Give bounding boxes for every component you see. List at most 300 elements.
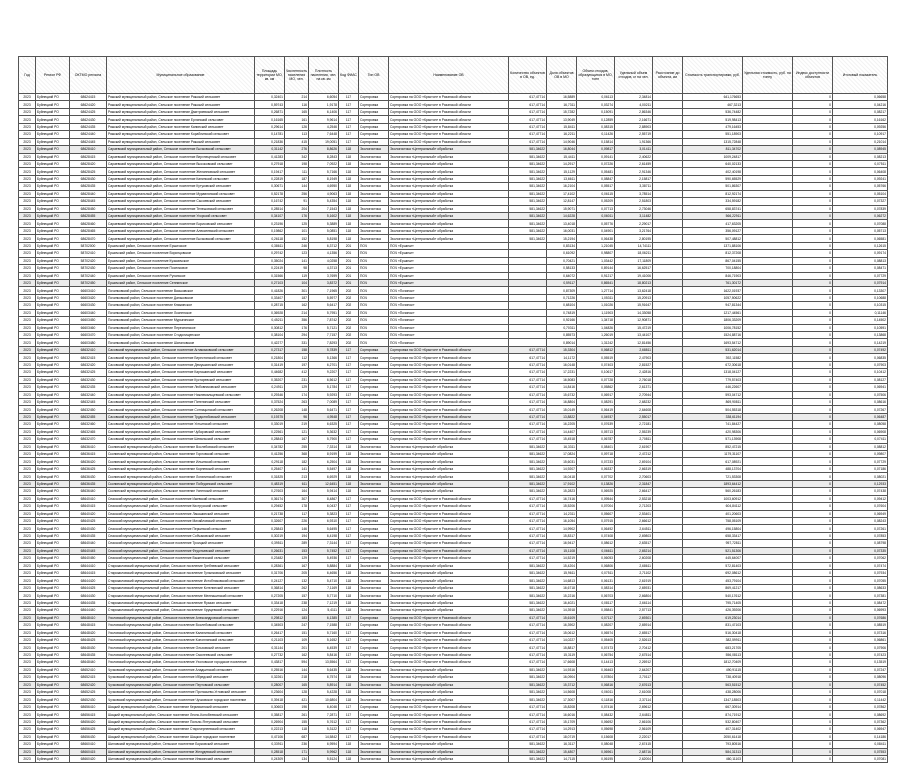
table-cell xyxy=(653,317,683,324)
table-cell xyxy=(743,160,793,167)
table-cell xyxy=(653,629,683,636)
table-cell: 338,61194 xyxy=(683,413,743,420)
table-cell: 162 xyxy=(285,302,309,309)
table-cell: ПОЧ xyxy=(359,265,389,272)
table-cell: Буйнецкий РО xyxy=(36,190,70,197)
table-cell: 68624440 xyxy=(70,131,107,138)
table-cell: 2,66804 xyxy=(615,592,653,599)
table-cell xyxy=(743,458,793,465)
table-row xyxy=(19,622,888,629)
table-cell: 0 xyxy=(793,428,833,435)
table-row xyxy=(19,436,888,443)
table-cell: 0,07403 xyxy=(577,361,615,368)
table-cell: 118 xyxy=(339,458,359,465)
table-row xyxy=(19,384,888,391)
table-cell xyxy=(743,213,793,220)
table-cell: 6,4046 xyxy=(309,703,339,710)
table-cell: 0,15091 xyxy=(577,108,615,115)
table-cell: 2023 xyxy=(19,681,36,688)
table-cell: Шиловский муниципальный район, Сельское поселение Борковский сельсовет xyxy=(107,741,255,748)
table-row xyxy=(19,443,888,450)
table-cell: 68628445 xyxy=(70,198,107,205)
table-cell: 581,34622 xyxy=(509,227,547,234)
table-cell xyxy=(653,421,683,428)
table-cell: 117 xyxy=(339,614,359,621)
table-cell: Буйнецкий РО xyxy=(36,376,70,383)
table-cell: 0,92166 xyxy=(547,317,577,324)
table-cell xyxy=(653,131,683,138)
table-cell: 0,23196 xyxy=(255,220,285,227)
table-cell xyxy=(509,250,547,257)
table-cell: 214 xyxy=(285,94,309,101)
table-cell: ПОЧ xyxy=(359,309,389,316)
table-cell: 0 xyxy=(793,205,833,212)
table-cell: 2,65517 xyxy=(615,629,653,636)
table-cell: Сортировка на ООО «Крастон» в Рязанской области xyxy=(389,391,509,398)
table-cell: 2,67613 xyxy=(615,681,653,688)
table-cell: 0,22916 xyxy=(255,607,285,614)
table-cell: 68632435 xyxy=(70,384,107,391)
table-cell: Буйнецкий РО xyxy=(36,406,70,413)
table-cell: 117 xyxy=(339,495,359,502)
table-cell: 116 xyxy=(285,101,309,108)
table-cell: 238 xyxy=(285,599,309,606)
table-cell: 2023 xyxy=(19,622,36,629)
column-header: Стоимость транспортировки, руб. xyxy=(683,57,743,94)
table-cell xyxy=(509,302,547,309)
table-cell: 0,33418 xyxy=(255,599,285,606)
table-cell: Сортировка xyxy=(359,361,389,368)
table-cell: 2,71203 xyxy=(615,503,653,510)
table-row xyxy=(19,391,888,398)
table-cell: 12,81456 xyxy=(615,339,653,346)
table-cell: 700,18804 xyxy=(683,265,743,272)
table-cell: 58702430 xyxy=(70,265,107,272)
table-cell: 0,23482 xyxy=(255,555,285,562)
table-cell: 7,2871 xyxy=(309,711,339,718)
table-cell: 460,11103 xyxy=(683,755,743,762)
table-cell: Сортировка xyxy=(359,703,389,710)
table-cell: 0,28361 xyxy=(255,562,285,569)
table-cell: 2,53218 xyxy=(615,495,653,502)
table-row xyxy=(19,577,888,584)
table-cell: 0,14413 xyxy=(577,659,615,666)
table-cell: 0,06941 xyxy=(833,384,888,391)
table-cell: 0 xyxy=(793,718,833,725)
table-row xyxy=(19,510,888,517)
table-cell: 0,08411 xyxy=(833,741,888,748)
table-cell: 0,10917 xyxy=(833,131,888,138)
table-cell: 117 xyxy=(339,391,359,398)
table-cell: 68644415 xyxy=(70,570,107,577)
table-cell: 187 xyxy=(285,175,309,182)
table-cell: Сортировка xyxy=(359,726,389,733)
table-cell: 5,1366 xyxy=(309,354,339,361)
table-cell: 0,06337 xyxy=(577,465,615,472)
table-cell: 0,08612 xyxy=(577,540,615,547)
table-cell: Экологистика «Центральный» обработка xyxy=(389,584,509,591)
table-cell: 2,31847 xyxy=(615,480,653,487)
table-cell: 117 xyxy=(339,413,359,420)
table-cell: 2,53401 xyxy=(615,510,653,517)
table-cell: 5,0851 xyxy=(309,227,339,234)
table-cell: 68632450 xyxy=(70,406,107,413)
table-cell: 9,2207 xyxy=(309,369,339,376)
table-cell: 167 xyxy=(285,436,309,443)
table-cell: 119 xyxy=(285,272,309,279)
table-cell: 0 xyxy=(793,703,833,710)
table-cell: 0,23604 xyxy=(255,689,285,696)
table-cell: 0,13826 xyxy=(577,480,615,487)
table-cell: 0,07839 xyxy=(833,205,888,212)
table-cell: 617,47714 xyxy=(509,108,547,115)
table-cell: 0 xyxy=(793,384,833,391)
table-cell: Буйнецкий РО xyxy=(36,94,70,101)
table-cell: 0,41283 xyxy=(255,153,285,160)
table-cell: 129 xyxy=(285,555,309,562)
table-row xyxy=(19,279,888,286)
table-cell: 91 xyxy=(285,198,309,205)
table-cell: 118 xyxy=(339,748,359,755)
table-cell: 0,07511 xyxy=(577,570,615,577)
table-cell: Сортировка на ООО «Крастон» в Рязанской области xyxy=(389,361,509,368)
table-cell: 176 xyxy=(285,213,309,220)
table-cell: 1812,70409 xyxy=(683,659,743,666)
table-cell: Буйнецкий РО xyxy=(36,473,70,480)
table-cell: 581,34622 xyxy=(509,696,547,703)
table-cell: 2,61371 xyxy=(615,384,653,391)
table-cell xyxy=(743,726,793,733)
table-cell: Сараевский муниципальный район, Сельское поселение Кутуковский сельсовет xyxy=(107,183,255,190)
table-cell: 68632425 xyxy=(70,369,107,376)
table-cell: 0 xyxy=(793,622,833,629)
table-cell: 6,9310 xyxy=(309,517,339,524)
table-cell: 16,4021 xyxy=(547,599,577,606)
table-cell: Экологистика xyxy=(359,696,389,703)
table-cell: 0,86541 xyxy=(577,279,615,286)
table-cell: 0,71226 xyxy=(547,294,577,301)
table-row xyxy=(19,116,888,123)
table-cell: Сортировка на ООО «Крастон» в Рязанской области xyxy=(389,101,509,108)
table-cell: 68624415 xyxy=(70,94,107,101)
table-cell: Сортировка на ООО «Крастон» в Рязанской области xyxy=(389,108,509,115)
table-row xyxy=(19,175,888,182)
table-cell: 0 xyxy=(793,436,833,443)
table-cell: 0,06947 xyxy=(833,726,888,733)
column-header: Удельный объем отходов, кг на чел. xyxy=(615,57,653,94)
table-cell xyxy=(653,451,683,458)
table-cell: 0,30671 xyxy=(255,183,285,190)
table-cell: 0,06011 xyxy=(577,689,615,696)
table-cell: Буйнецкий РО xyxy=(36,540,70,547)
table-cell: 117 xyxy=(339,547,359,554)
table-cell: 0,30812 xyxy=(255,324,285,331)
table-cell: Чучковский муниципальный район, Сельское поселение Пертовский сельсовет xyxy=(107,681,255,688)
table-cell xyxy=(743,733,793,740)
table-cell: 16,0031 xyxy=(547,227,577,234)
table-cell: 117 xyxy=(339,131,359,138)
table-cell: 7,1169 xyxy=(309,584,339,591)
table-row xyxy=(19,726,888,733)
table-cell: 581,34622 xyxy=(509,577,547,584)
table-cell xyxy=(743,138,793,145)
table-cell: 68648430 xyxy=(70,644,107,651)
table-cell: Сортировка xyxy=(359,547,389,554)
table-cell: 7,0922 xyxy=(309,160,339,167)
table-cell: Экологистика «Центральный» обработка xyxy=(389,146,509,153)
table-cell: 0,08213 xyxy=(833,153,888,160)
table-cell: 342 xyxy=(285,153,309,160)
table-cell: 14,7115 xyxy=(547,755,577,762)
table-cell xyxy=(743,354,793,361)
table-cell: Экологистика «Центральный» обработка xyxy=(389,607,509,614)
table-cell: 593,04712 xyxy=(683,391,743,398)
table-cell: Буйнецкий РО xyxy=(36,592,70,599)
table-cell xyxy=(653,324,683,331)
table-cell xyxy=(653,473,683,480)
table-row xyxy=(19,696,888,703)
table-cell: Сортировка на ООО «Крастон» в Рязанской области xyxy=(389,123,509,130)
table-cell: 0 xyxy=(793,451,833,458)
table-cell: 3,11482 xyxy=(615,213,653,220)
table-cell: 4,6950 xyxy=(309,183,339,190)
table-cell: 617,47714 xyxy=(509,555,547,562)
table-cell: 0,36928 xyxy=(255,309,285,316)
table-cell: 15,2823 xyxy=(547,488,577,495)
table-cell: 2023 xyxy=(19,391,36,398)
table-cell: 165 xyxy=(285,681,309,688)
table-cell: 2,37114 xyxy=(615,696,653,703)
table-cell: 164 xyxy=(285,488,309,495)
table-cell: 2023 xyxy=(19,547,36,554)
table-cell: 2023 xyxy=(19,607,36,614)
table-cell: Экологистика «Центральный» обработка xyxy=(389,153,509,160)
table-cell xyxy=(743,369,793,376)
table-row xyxy=(19,168,888,175)
table-cell: ПОЧ «Починок» xyxy=(389,324,509,331)
table-cell: 0,31566 xyxy=(255,272,285,279)
table-cell: Ухоловский муниципальный район, Сельское поселение Александровский сельсовет xyxy=(107,614,255,621)
table-cell: Буйнецкий РО xyxy=(36,227,70,234)
table-cell: 14,2311 xyxy=(547,510,577,517)
table-cell: 14,8416 xyxy=(547,384,577,391)
table-cell xyxy=(653,726,683,733)
table-cell: 5,7452 xyxy=(309,547,339,554)
table-cell: Буйнецкий РО xyxy=(36,138,70,145)
table-cell: 0,21014 xyxy=(833,138,888,145)
table-cell xyxy=(743,547,793,554)
table-cell: 1693,54712 xyxy=(683,339,743,346)
table-cell: 0,07686 xyxy=(833,614,888,621)
table-cell: 869,41217 xyxy=(683,584,743,591)
table-cell: 551,18903 xyxy=(683,131,743,138)
table-cell xyxy=(653,703,683,710)
table-cell xyxy=(743,309,793,316)
table-cell: 0,15814 xyxy=(577,138,615,145)
table-cell: Экологистика xyxy=(359,592,389,599)
table-row xyxy=(19,346,888,353)
table-cell: 2023 xyxy=(19,257,36,264)
table-cell: 0,05698 xyxy=(577,726,615,733)
table-cell: Сортировка xyxy=(359,525,389,532)
table-cell: 117 xyxy=(339,659,359,666)
table-cell: 2,34814 xyxy=(615,94,653,101)
table-cell: 415 xyxy=(285,138,309,145)
table-cell: 2,81527 xyxy=(615,361,653,368)
table-cell: 0 xyxy=(793,577,833,584)
table-cell: 117 xyxy=(339,428,359,435)
table-cell: 947,81344 xyxy=(683,302,743,309)
table-cell: Сортировка xyxy=(359,413,389,420)
table-cell: Ухоловский муниципальный район, Сельское поселение Ольховский сельсовет xyxy=(107,644,255,651)
table-cell: Сортировка xyxy=(359,733,389,740)
table-cell xyxy=(743,443,793,450)
table-cell: Экологистика xyxy=(359,235,389,242)
table-cell: Сортировка на ООО «Крастон» в Рязанской области xyxy=(389,421,509,428)
table-cell: 0,24309 xyxy=(255,755,285,762)
table-cell xyxy=(653,354,683,361)
table-cell: Сортировка на ООО «Крастон» в Рязанской области xyxy=(389,138,509,145)
table-cell: 68648415 xyxy=(70,622,107,629)
table-cell: 5,3632 xyxy=(309,428,339,435)
table-cell: Буйнецкий РО xyxy=(36,272,70,279)
table-cell: 0,26417 xyxy=(255,629,285,636)
table-cell: 0,89144 xyxy=(577,265,615,272)
table-cell: 2,70811 xyxy=(615,436,653,443)
table-cell: 0,64072 xyxy=(547,272,577,279)
table-cell: 0,34107 xyxy=(255,213,285,220)
table-cell: Экологистика xyxy=(359,168,389,175)
table-cell: 521,51306 xyxy=(683,547,743,554)
table-cell: 3,7699 xyxy=(309,272,339,279)
table-cell: 301 xyxy=(285,287,309,294)
table-cell: 1347,18503 xyxy=(683,696,743,703)
table-cell: 0,07316 xyxy=(833,629,888,636)
table-cell: 0,07055 xyxy=(833,577,888,584)
table-cell: Сортировка на ООО «Крастон» в Рязанской области xyxy=(389,711,509,718)
table-cell xyxy=(653,562,683,569)
table-cell xyxy=(743,689,793,696)
table-cell: 617,47714 xyxy=(509,384,547,391)
table-cell: ПОЧ «Ершичи» xyxy=(389,272,509,279)
table-cell: 0,70311 xyxy=(547,324,577,331)
table-cell: 132 xyxy=(285,577,309,584)
table-cell: 581,34622 xyxy=(509,674,547,681)
table-cell: 2,29017 xyxy=(615,220,653,227)
table-cell: 2023 xyxy=(19,703,36,710)
table-cell: 4,00211 xyxy=(615,101,653,108)
table-cell: 683,21705 xyxy=(683,644,743,651)
table-cell: 155 xyxy=(285,718,309,725)
table-cell: Экологистика «Центральный» обработка xyxy=(389,696,509,703)
table-cell: 68656425 xyxy=(70,726,107,733)
table-cell xyxy=(653,599,683,606)
column-header: Тип ОВ xyxy=(359,57,389,94)
table-cell: Ершичский район, Сельское поселение Руханское xyxy=(107,272,255,279)
table-cell: 0,28007 xyxy=(255,681,285,688)
table-cell: Буйнецкий РО xyxy=(36,198,70,205)
table-cell: 117 xyxy=(339,525,359,532)
table-cell: Скопинский муниципальный район, Сельское поселение Вослебовский сельсовет xyxy=(107,443,255,450)
table-cell: 68656415 xyxy=(70,711,107,718)
table-cell: Ряжский муниципальный район, Сельское поселение Ряжский сельсовет xyxy=(107,138,255,145)
table-cell: Сортировка на ООО «Крастон» в Рязанской области xyxy=(389,406,509,413)
table-cell: 10,6804 xyxy=(309,696,339,703)
table-cell: 0 xyxy=(793,607,833,614)
table-cell xyxy=(743,398,793,405)
table-cell: 0,48319 xyxy=(255,480,285,487)
table-cell: 2023 xyxy=(19,555,36,562)
table-cell xyxy=(653,391,683,398)
table-cell: 2023 xyxy=(19,272,36,279)
table-cell: Сортировка xyxy=(359,101,389,108)
table-cell: 109 xyxy=(285,636,309,643)
table-cell: 2,47212 xyxy=(615,451,653,458)
table-cell: 0,05713 xyxy=(577,428,615,435)
table-cell: 0,15608 xyxy=(577,733,615,740)
table-cell: 171 xyxy=(285,748,309,755)
table-cell: 1,01026 xyxy=(577,302,615,309)
table-cell: Экологистика xyxy=(359,584,389,591)
table-cell xyxy=(653,384,683,391)
table-cell: 0,58133 xyxy=(547,265,577,272)
table-cell: 1,9178 xyxy=(309,101,339,108)
table-cell xyxy=(509,272,547,279)
table-cell: 2023 xyxy=(19,108,36,115)
table-cell xyxy=(653,146,683,153)
table-cell: Экологистика «Центральный» обработка xyxy=(389,198,509,205)
table-cell: 5,3823 xyxy=(309,510,339,517)
table-cell: 831,47103 xyxy=(683,622,743,629)
table-row xyxy=(19,317,888,324)
table-row xyxy=(19,629,888,636)
table-cell: 0,29346 xyxy=(255,391,285,398)
table-cell: 263 xyxy=(285,398,309,405)
table-cell: 504,55318 xyxy=(683,406,743,413)
table-row xyxy=(19,339,888,346)
table-cell: Сараевский муниципальный район, Сельское поселение Сысоевский сельсовет xyxy=(107,198,255,205)
table-cell: 0,10617 xyxy=(577,369,615,376)
table-cell: 0,09256 xyxy=(833,123,888,130)
table-cell: Спасский муниципальный район, Сельское поселение Михайловский сельсовет xyxy=(107,517,255,524)
table-cell: 2023 xyxy=(19,510,36,517)
table-cell: 0 xyxy=(793,190,833,197)
table-cell: 68636440 xyxy=(70,488,107,495)
table-cell: 0,05104 xyxy=(833,190,888,197)
table-cell xyxy=(743,242,793,249)
table-cell: 2023 xyxy=(19,443,36,450)
table-cell: 812,37208 xyxy=(683,250,743,257)
table-cell: 0,07506 xyxy=(833,391,888,398)
table-cell: Сортировка xyxy=(359,555,389,562)
table-cell: 0,74819 xyxy=(547,309,577,316)
table-cell: 7,1543 xyxy=(309,205,339,212)
table-cell: Сортировка на ООО «Крастон» в Рязанской области xyxy=(389,413,509,420)
table-row xyxy=(19,458,888,465)
table-cell: 68636420 xyxy=(70,458,107,465)
table-cell xyxy=(653,250,683,257)
table-cell: Сортировка xyxy=(359,108,389,115)
table-cell: 0,05481 xyxy=(577,168,615,175)
table-cell xyxy=(743,748,793,755)
table-cell: 118 xyxy=(339,577,359,584)
table-cell: 118 xyxy=(339,175,359,182)
table-cell: 0,07088 xyxy=(833,220,888,227)
table-cell: 1371,88106 xyxy=(683,242,743,249)
table-cell: 658,33417 xyxy=(683,532,743,539)
table-cell: Экологистика «Центральный» обработка xyxy=(389,480,509,487)
table-cell xyxy=(653,220,683,227)
